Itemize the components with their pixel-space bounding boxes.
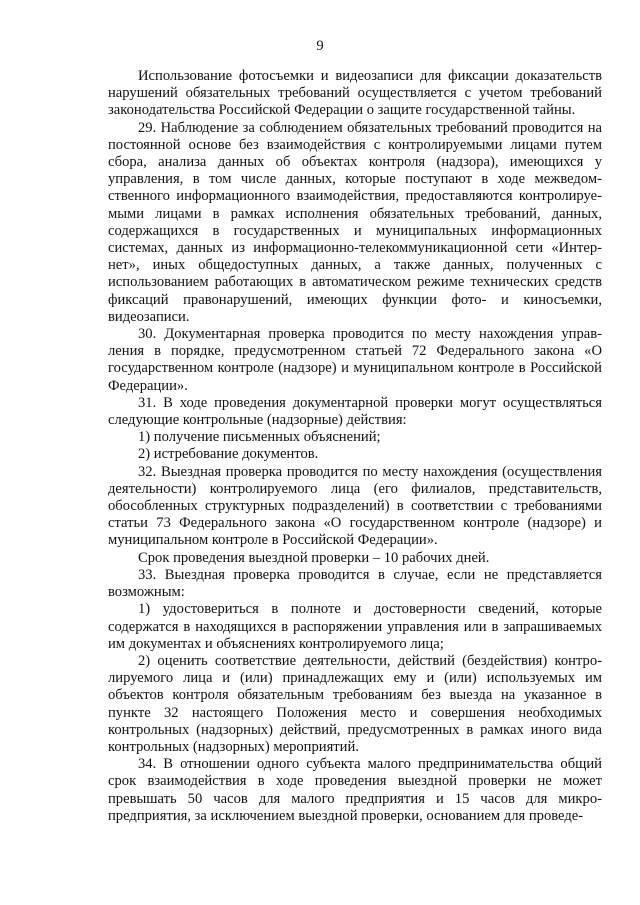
list-item-31-1: 1) получение письменных объяснений;: [138, 429, 381, 446]
document-body: [108, 68, 602, 825]
list-item-33-1: 1) удостовериться в полноте и достоверности сведений, которые содержатся в находящихся в распоряжении управления или в запрашиваемых им документах и объяснениях контролируемого лица;: [108, 601, 602, 652]
page-number: 9: [316, 38, 324, 54]
paragraph-29: 29. Наблюдение за соблюдением обязательных требований проводится на постоянной основе без взаимодействия с контролируемыми лицами путем сбора, анализа данных об объектах контроля (надзора), имеющихся у управления, в том числе данных, которые поступают в ходе межведомственного информационного взаимодействия, предоставляются контролируемыми лицами в рамках исполнения обязательных требований, данных, содержащихся в государственных и муниципальных информационных системах, данных из информационно-телекоммуникационной сети «Интернет», иных общедоступных данных, а также данных, полученных с использованием работающих в автоматическом режиме технических средств фиксаций правонарушений, имеющих функции фото- и киносъемки, видеозаписи.: [108, 119, 602, 325]
paragraph-30: 30. Документарная проверка проводится по месту нахождения управления в порядке, предусмотренном статьей 72 Федерального закона «О государственном контроле (надзоре) и муниципальном контроле в Российской Федерации».: [108, 326, 602, 394]
paragraph-34: 34. В отношении одного субъекта малого предпринимательства общий срок взаимодействия в ходе проведения выездной проверки не может превышать 50 часов для малого предприятия и 15 часов для микропредприятия, за исключением выездной проверки, основанием для проведе-: [108, 756, 602, 824]
paragraph-32: 32. Выездная проверка проводится по месту нахождения (осуществления деятельности) контролируемого лица (его филиалов, представительств, обособленных структурных подразделений) в соответствии с требованиями статьи 73 Федерального закона «О государственном контроле (надзоре) и муниципальном контроле в Российской Федерации».: [108, 463, 602, 549]
paragraph-photo-video: Использование фотосъемки и видеозаписи для фиксации доказательств нарушений обязательных требований осуществляется с учетом требований законодательства Российской Федерации о защите государственной тайны.: [108, 68, 602, 119]
paragraph-term: Срок проведения выездной проверки – 10 рабочих дней.: [138, 549, 490, 566]
list-item-33-2: 2) оценить соответствие деятельности, действий (бездействия) контролируемого лица и (или) принадлежащих ему и (или) используемых им объектов контроля обязательным требованиям без выезда на указанное в пункте 32 настоящего Положения место и совершения необходимых контрольных (надзорных) действий, предусмотренных в рамках иного вида контрольных (надзорных) мероприятий.: [108, 652, 602, 755]
paragraph-31: 31. В ходе проведения документарной проверки могут осуществляться следующие контрольные (надзорные) действия:: [108, 394, 602, 429]
paragraph-33: 33. Выездная проверка проводится в случае, если не представляется возможным:: [108, 566, 602, 601]
list-item-31-2: 2) истребование документов.: [138, 446, 319, 463]
